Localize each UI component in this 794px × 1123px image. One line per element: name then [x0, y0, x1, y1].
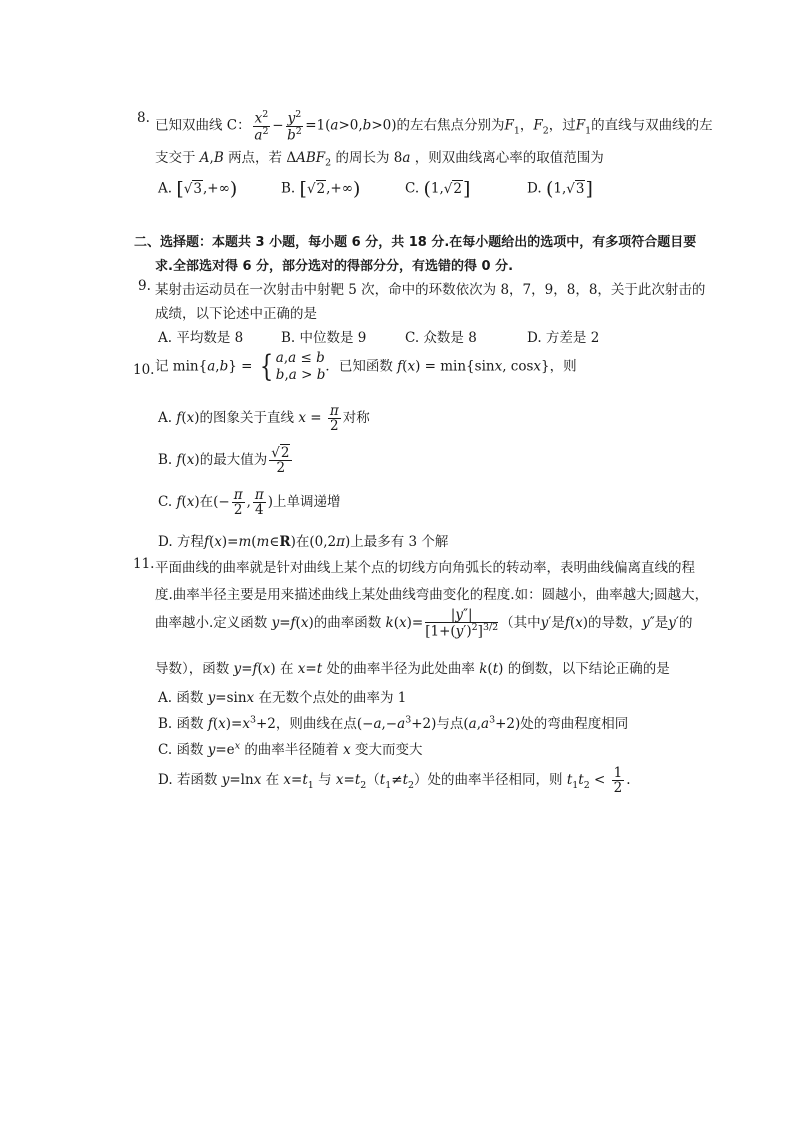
option-b[interactable]: B. 函数 $f(x)=x^3+2$，则曲线在点$(-a,-a^3+2)$与点$(a,a^3+2)$处的弯曲程度相同 [158, 714, 629, 732]
question-text: 平面曲线的曲率就是针对曲线上某个点的切线方向角弧长的转动率，表明曲线偏离直线的程 [155, 560, 695, 576]
question-text: 已知双曲线 C： $\frac{x^2}{a^2}$ − $\frac{y^2}{b^2}$ =1(a>0,b>0)的左右焦点分别为$F_1$，$F_2$，过$F_1$的直线与双曲线的左 [155, 109, 713, 144]
option-c[interactable]: C. 众数是 8 [405, 330, 477, 346]
option-d[interactable]: D. 若函数 y=lnx 在 $x=t_1$ 与 $x=t_2(t_1\ne t_2)$处的曲率半径相同，则 $t_1t_2$ < $\frac{1}{2}$ . [158, 765, 631, 797]
question-text: 曲率越小.定义函数 y=f(x)的曲率函数 k(x)= $\frac{|y''|}{[1+(y')^2]^{3/2}}$ （其中y′是f(x)的导数，y″是y′的 [155, 607, 693, 640]
question-text: 记 min{a,b} = { a,a ≤ b b,a > b ．已知函数 f(x) = min{sinx, cosx}，则 [155, 348, 577, 384]
fraction: $\frac{x^2}{a^2}$ [254, 109, 269, 144]
option-a[interactable]: A. f(x)的图象关于直线 x = $\frac{\pi}{2}$ 对称 [158, 403, 370, 435]
option-d[interactable]: D. 方程f(x)=m(m∈R)在(0,2π)上最多有 3 个解 [158, 534, 449, 550]
section-instructions: 求.全部选对得 6 分，部分选对的得部分分，有选错的得 0 分. [155, 259, 514, 274]
option-d[interactable]: D. 方差是 2 [527, 330, 600, 346]
question-text: 支交于 A,B 两点，若 $\Delta ABF_2$ 的周长为 8a ，则双曲线离心率的取值范围为 [155, 150, 604, 169]
question-number: 11. [133, 556, 155, 572]
option-c[interactable]: C. 函数 $y=e^x$ 的曲率半径随着 x 变大而变大 [158, 740, 423, 758]
question-text: 成绩，以下论述中正确的是 [155, 306, 317, 322]
option-a[interactable]: A. 平均数是 8 [158, 330, 244, 346]
question-text: 度.曲率半径主要是用来描述曲线上某处曲线弯曲变化的程度.如：圆越小，曲率越大;圆越大， [155, 587, 709, 603]
fraction: $\frac{y^2}{b^2}$ [287, 109, 302, 144]
option-d[interactable]: D. (1,√3] [527, 178, 593, 200]
section-instructions: 二、选择题：本题共 3 小题，每小题 6 分，共 18 分.在每小题给出的选项中，有多项符合题目要 [134, 235, 697, 250]
option-b[interactable]: B. f(x)的最大值为 $\frac{√2}{2}$ [158, 446, 294, 475]
option-c[interactable]: C. (1,√2] [405, 178, 471, 200]
question-text: 某射击运动员在一次射击中射靶 5 次，命中的环数依次为 8，7，9，8，8，关于此次射击的 [155, 282, 706, 298]
option-b[interactable]: B. [√2,+∞) [281, 178, 361, 200]
option-a[interactable]: A. [√3,+∞) [158, 178, 238, 200]
question-number: 10. [133, 362, 155, 378]
option-c[interactable]: C. f(x)在(− $\frac{\pi}{2}$ , $\frac{\pi}{4}$ )上单调递增 [158, 487, 341, 519]
question-text: 导数），函数 y=f(x) 在 x=t 处的曲率半径为此处曲率 k(t) 的倒数，以下结论正确的是 [155, 661, 670, 677]
option-b[interactable]: B. 中位数是 9 [281, 330, 367, 346]
question-number: 8. [137, 110, 150, 126]
question-number: 9. [138, 278, 151, 294]
option-a[interactable]: A. 函数 y=sinx 在无数个点处的曲率为 1 [158, 690, 407, 706]
